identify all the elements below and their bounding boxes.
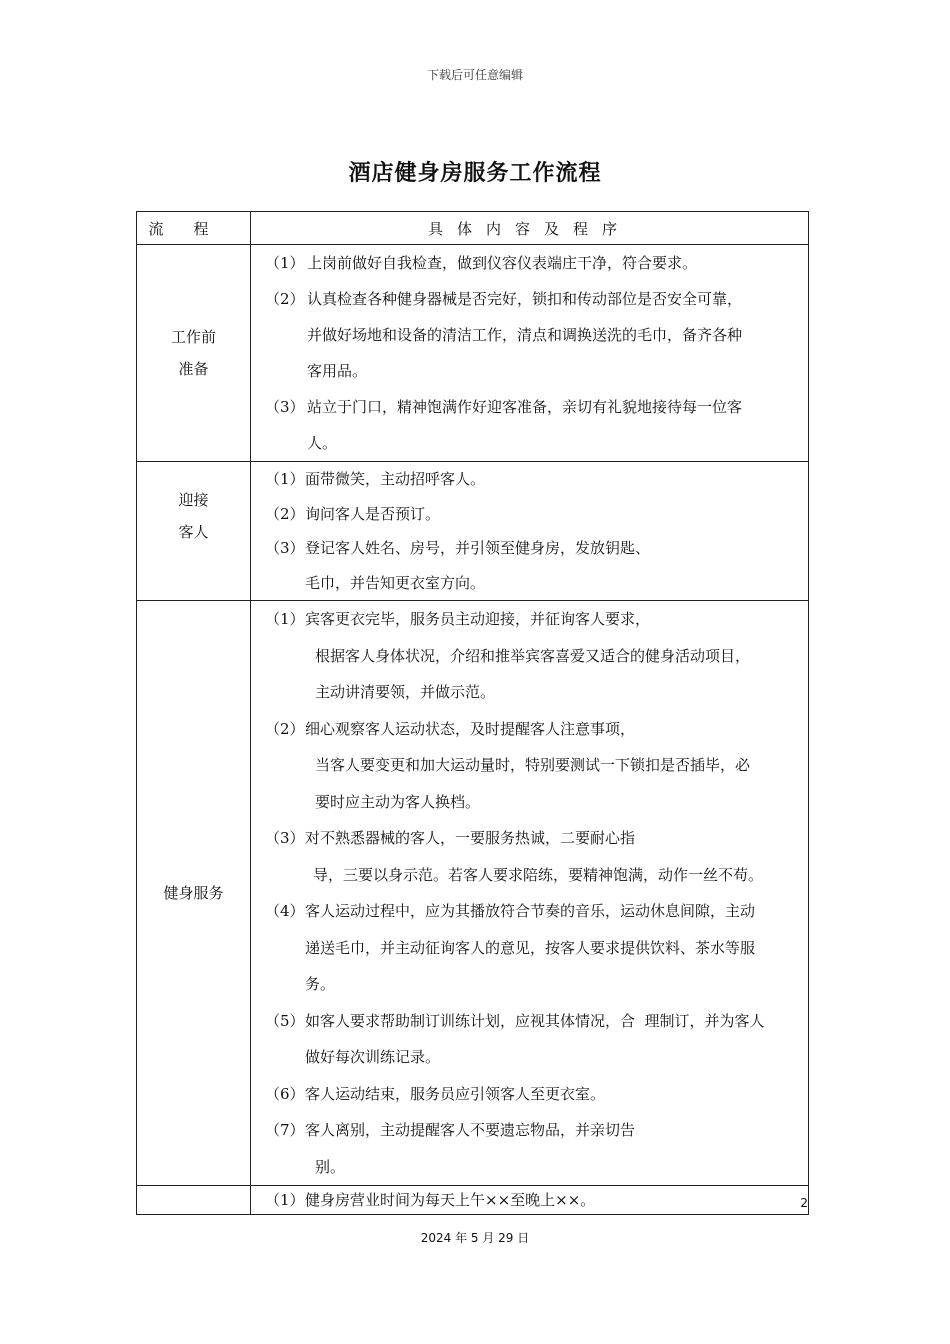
item-text: 健身房营业时间为每天上午××至晚上××。 [305, 1191, 596, 1209]
content-cell [251, 601, 809, 1186]
item-number: （3） [265, 829, 305, 847]
item-number: （3） [265, 539, 305, 557]
list-item [265, 389, 802, 461]
item-text: 导，三要以身示范。若客人要求陪练，要精神饱满，动作一丝不苟。 [313, 865, 764, 884]
table-row [137, 601, 809, 1186]
item-text: 面带微笑，主动招呼客人。 [305, 470, 486, 488]
content-cell [251, 245, 809, 462]
table-row [137, 245, 809, 462]
stage-label-line: 工作前 [170, 328, 216, 346]
stage-label-line: 健身服务 [163, 884, 224, 902]
list-item [265, 711, 802, 821]
item-text: 客人运动结束，服务员应引领客人至更衣室。 [305, 1084, 606, 1103]
item-number: （2） [265, 290, 305, 308]
table-row [137, 462, 809, 601]
item-number: （5） [265, 1011, 305, 1030]
content-cell [251, 462, 809, 601]
item-text: 要时应主动为客人换档。 [315, 792, 481, 811]
list-item [265, 1186, 802, 1214]
item-number: （1） [265, 470, 305, 488]
stage-cell [137, 462, 251, 601]
stage-cell [137, 601, 251, 1186]
item-number: （1） [265, 1191, 305, 1209]
item-number: （1） [265, 254, 305, 272]
item-text: 客人运动过程中，应为其播放符合节奏的音乐，运动休息间隙，主动 [305, 902, 756, 920]
item-text: 细心观察客人运动状态，及时提醒客人注意事项， [305, 719, 636, 738]
list-item [265, 531, 802, 600]
item-text: 对不熟悉器械的客人，一要服务热诚，二要耐心指 [305, 829, 636, 847]
item-number: （7） [265, 1121, 305, 1139]
item-number: （1） [265, 610, 305, 628]
item-text: 务。 [305, 975, 336, 993]
list-item [265, 1003, 802, 1076]
item-text: 人。 [307, 434, 338, 452]
table-row [137, 1186, 809, 1215]
item-text: 如客人要求帮助制订训练计划，应视其体情况，合 理制订，并为客人 [305, 1011, 765, 1030]
item-text: 根据客人身体状况，介绍和推举宾客喜爱又适合的健身活动项目， [315, 646, 751, 665]
item-text: 上岗前做好自我检查，做到仪容仪表端庄干净，符合要求。 [307, 254, 698, 272]
list-item [265, 820, 802, 893]
list-item [265, 497, 802, 532]
table-header-row [137, 212, 809, 245]
procedure-table [136, 211, 809, 1215]
item-text: 站立于门口，精神饱满作好迎客准备，亲切有礼貌地接待每一位客 [307, 398, 743, 416]
item-text: 询问客人是否预订。 [305, 504, 441, 523]
document-title: 酒店健身房服务工作流程 [348, 161, 602, 186]
item-text: 做好每次训练记录。 [305, 1048, 441, 1066]
item-text: 客人离别，主动提醒客人不要遗忘物品，并亲切告 [305, 1121, 636, 1139]
list-item [265, 1076, 802, 1113]
stage-label-line: 客人 [178, 523, 209, 541]
content-cell [251, 1186, 809, 1215]
item-number: （2） [265, 504, 305, 523]
stage-label-line: 迎接 [178, 491, 209, 509]
stage-cell [137, 245, 251, 462]
stage-cell [137, 1186, 251, 1215]
list-item [265, 281, 802, 389]
item-text: 当客人要变更和加大运动量时，特别要测试一下锁扣是否插毕，必 [315, 756, 751, 774]
item-number: （4） [265, 902, 305, 920]
item-text: 认真检查各种健身器械是否完好，锁扣和传动部位是否安全可靠， [307, 290, 743, 308]
header-note: 下载后可任意编辑 [426, 68, 523, 82]
item-text: 客用品。 [307, 362, 368, 380]
item-text: 宾客更衣完毕，服务员主动迎接，并征询客人要求， [305, 610, 651, 628]
footer-date: 2024 年 5 月 29 日 [420, 1231, 530, 1245]
item-number: （6） [265, 1084, 305, 1103]
item-number: （2） [265, 719, 305, 738]
list-item [265, 1112, 802, 1185]
list-item [265, 462, 802, 497]
item-text: 并做好场地和设备的清洁工作，清点和调换送洗的毛巾，备齐各种 [307, 326, 743, 344]
list-item [265, 245, 802, 281]
column-header-content: 具体内容及程序 [251, 212, 809, 245]
page-number: 2 [800, 1196, 808, 1210]
item-number: （3） [265, 398, 305, 416]
item-text: 别。 [315, 1157, 346, 1176]
item-text: 主动讲清要领，并做示范。 [315, 683, 496, 701]
list-item [265, 601, 802, 711]
item-text: 毛巾，并告知更衣室方向。 [305, 573, 486, 592]
item-text: 登记客人姓名、房号，并引领至健身房，发放钥匙、 [305, 539, 651, 557]
list-item [265, 893, 802, 1003]
stage-label-line: 准备 [178, 360, 209, 378]
item-text: 递送毛巾，并主动征询客人的意见，按客人要求提供饮料、茶水等服 [305, 938, 756, 957]
column-header-stage: 流程 [137, 212, 251, 245]
